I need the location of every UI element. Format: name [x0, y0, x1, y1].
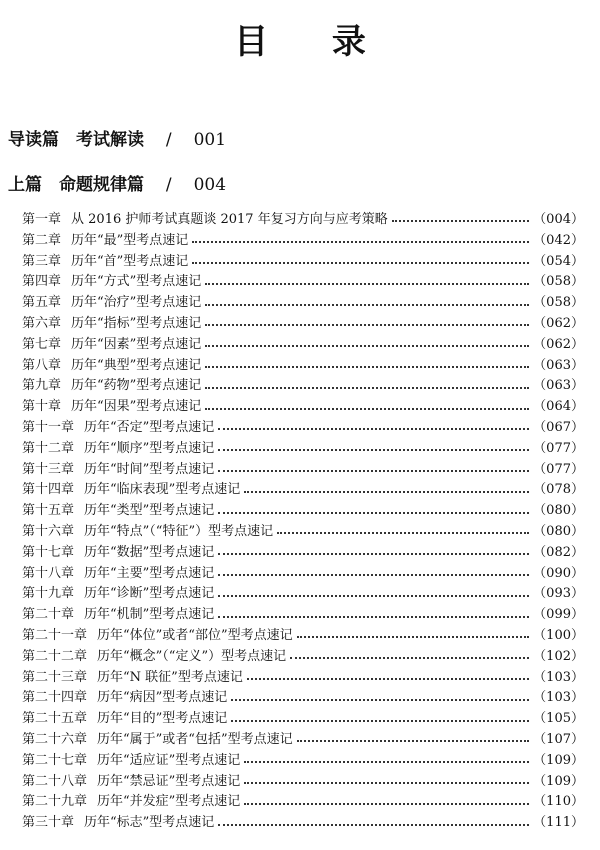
- chapter-number: 第四章: [22, 274, 62, 290]
- page-number: （067）: [533, 419, 584, 435]
- chapter-number: 第九章: [22, 378, 62, 394]
- chapter-title: 历年“机制”型考点速记: [84, 607, 215, 623]
- section-name: 上篇 命题规律篇: [8, 175, 144, 195]
- dot-leader: [205, 408, 529, 410]
- page-number: （077）: [533, 440, 584, 456]
- toc-entry[interactable]: [22, 728, 584, 749]
- section-heading-intro[interactable]: [8, 125, 226, 150]
- page-number: （077）: [533, 461, 584, 477]
- toc-entry[interactable]: [22, 291, 584, 312]
- chapter-title: 历年“N 联征”型考点速记: [97, 669, 243, 685]
- chapter-number: 第十七章: [22, 544, 75, 560]
- section-slash: /: [165, 175, 172, 195]
- section-page: 004: [193, 175, 227, 195]
- toc-entry[interactable]: [22, 582, 584, 603]
- dot-leader: [218, 428, 529, 430]
- page-number: （102）: [533, 648, 584, 664]
- dot-leader: [244, 761, 529, 763]
- toc-entry[interactable]: [22, 790, 584, 811]
- dot-leader: [218, 449, 529, 451]
- toc-entry[interactable]: [22, 707, 584, 728]
- chapter-title: 历年“因素”型考点速记: [71, 336, 202, 352]
- dot-leader: [205, 345, 529, 347]
- page-number: （080）: [533, 523, 584, 539]
- dot-leader: [218, 824, 529, 826]
- toc-entry[interactable]: [22, 645, 584, 666]
- chapter-number: 第二十章: [22, 607, 75, 623]
- chapter-title: 历年“最”型考点速记: [71, 232, 189, 248]
- page-number: （111）: [533, 815, 584, 831]
- chapter-title: 历年“诊断”型考点速记: [84, 586, 215, 602]
- chapter-title: 历年“病因”型考点速记: [97, 690, 228, 706]
- dot-leader: [244, 491, 529, 493]
- toc-entry[interactable]: [22, 520, 584, 541]
- page-number: （062）: [533, 315, 584, 331]
- chapter-number: 第十八章: [22, 565, 75, 581]
- dot-leader: [205, 387, 529, 389]
- chapter-title: 历年“数据”型考点速记: [84, 544, 215, 560]
- dot-leader: [244, 782, 529, 784]
- chapter-number: 第三十章: [22, 815, 75, 831]
- chapter-title: 历年“标志”型考点速记: [84, 815, 215, 831]
- chapter-title: 从 2016 护师考试真题谈 2017 年复习方向与应考策略: [71, 212, 388, 227]
- page-number: （090）: [533, 565, 584, 581]
- toc-entry[interactable]: [22, 624, 584, 645]
- chapter-title: 历年“临床表现”型考点速记: [84, 482, 241, 498]
- toc-entry[interactable]: [22, 312, 584, 333]
- chapter-title: 历年“特点”（“特征”）型考点速记: [84, 523, 274, 539]
- chapter-title: 历年“主要”型考点速记: [84, 565, 215, 581]
- page-number: （103）: [533, 669, 584, 685]
- chapter-number: 第二章: [22, 232, 62, 248]
- chapter-title: 历年“目的”型考点速记: [97, 711, 228, 727]
- page-number: （099）: [533, 607, 584, 623]
- chapter-number: 第十章: [22, 399, 62, 415]
- page-number: （054）: [533, 253, 584, 269]
- chapter-title: 历年“否定”型考点速记: [84, 419, 215, 435]
- chapter-number: 第二十三章: [22, 669, 88, 685]
- chapter-number: 第二十二章: [22, 648, 88, 664]
- chapter-number: 第五章: [22, 295, 62, 311]
- chapter-number: 第六章: [22, 315, 62, 331]
- page-number: （082）: [533, 544, 584, 560]
- chapter-number: 第二十四章: [22, 690, 88, 706]
- chapter-title: 历年“治疗”型考点速记: [71, 295, 202, 311]
- section-page: 001: [193, 130, 227, 150]
- chapter-number: 第七章: [22, 336, 62, 352]
- toc-entry[interactable]: [22, 478, 584, 499]
- chapter-title: 历年“禁忌证”型考点速记: [97, 773, 241, 789]
- toc-entry[interactable]: [22, 749, 584, 770]
- chapter-number: 第十二章: [22, 440, 75, 456]
- dot-leader: [297, 740, 530, 742]
- chapter-number: 第二十七章: [22, 752, 88, 768]
- toc-entry[interactable]: [22, 770, 584, 791]
- dot-leader: [218, 553, 529, 555]
- toc-entry[interactable]: [22, 541, 584, 562]
- toc-entry[interactable]: [22, 562, 584, 583]
- toc-entry[interactable]: [22, 666, 584, 687]
- toc-entry[interactable]: [22, 416, 584, 437]
- chapter-number: 第三章: [22, 253, 62, 269]
- dot-leader: [297, 636, 530, 638]
- chapter-number: 第十三章: [22, 461, 75, 477]
- chapter-title: 历年“典型”型考点速记: [71, 357, 202, 373]
- page-number: （080）: [533, 503, 584, 519]
- dot-leader: [231, 699, 529, 701]
- toc-list: [22, 208, 584, 832]
- chapter-number: 第二十六章: [22, 731, 88, 747]
- chapter-title: 历年“顺序”型考点速记: [84, 440, 215, 456]
- page-number: （103）: [533, 690, 584, 706]
- chapter-number: 第二十一章: [22, 627, 88, 643]
- chapter-title: 历年“药物”型考点速记: [71, 378, 202, 394]
- section-slash: /: [165, 130, 172, 150]
- page-number: （110）: [533, 794, 584, 810]
- toc-entry[interactable]: [22, 250, 584, 271]
- dot-leader: [218, 574, 529, 576]
- chapter-title: 历年“首”型考点速记: [71, 253, 189, 269]
- chapter-number: 第一章: [22, 212, 62, 227]
- dot-leader: [205, 366, 529, 368]
- dot-leader: [247, 678, 529, 680]
- chapter-title: 历年“指标”型考点速记: [71, 315, 202, 331]
- chapter-number: 第十四章: [22, 482, 75, 498]
- dot-leader: [192, 241, 529, 243]
- chapter-title: 历年“方式”型考点速记: [71, 274, 202, 290]
- chapter-title: 历年“适应证”型考点速记: [97, 752, 241, 768]
- toc-entry[interactable]: [22, 229, 584, 250]
- toc-entry[interactable]: [22, 395, 584, 416]
- dot-leader: [205, 304, 529, 306]
- toc-entry[interactable]: [22, 458, 584, 479]
- toc-entry[interactable]: [22, 437, 584, 458]
- page-number: （042）: [533, 232, 584, 248]
- page-number: （063）: [533, 378, 584, 394]
- page-title: 目 录: [234, 22, 392, 62]
- page-number: （004）: [533, 212, 584, 227]
- page-number: （093）: [533, 586, 584, 602]
- page-number: （058）: [533, 274, 584, 290]
- dot-leader: [392, 220, 529, 222]
- chapter-number: 第十一章: [22, 419, 75, 435]
- chapter-title: 历年“概念”（“定义”）型考点速记: [97, 648, 287, 664]
- toc-entry[interactable]: [22, 686, 584, 707]
- dot-leader: [218, 595, 529, 597]
- dot-leader: [244, 803, 529, 805]
- page-number: （064）: [533, 399, 584, 415]
- page-number: （058）: [533, 295, 584, 311]
- toc-entry[interactable]: [22, 354, 584, 375]
- chapter-title: 历年“属于”或者“包括”型考点速记: [97, 731, 293, 747]
- chapter-title: 历年“体位”或者“部位”型考点速记: [97, 627, 293, 643]
- chapter-number: 第十九章: [22, 586, 75, 602]
- page-number: （078）: [533, 482, 584, 498]
- toc-entry[interactable]: [22, 374, 584, 395]
- toc-entry[interactable]: [22, 811, 584, 832]
- section-name: 导读篇 考试解读: [8, 130, 144, 150]
- chapter-number: 第二十五章: [22, 711, 88, 727]
- chapter-title: 历年“类型”型考点速记: [84, 503, 215, 519]
- toc-entry[interactable]: [22, 603, 584, 624]
- chapter-title: 历年“因果”型考点速记: [71, 399, 202, 415]
- chapter-title: 历年“时间”型考点速记: [84, 461, 215, 477]
- dot-leader: [205, 283, 529, 285]
- chapter-number: 第二十九章: [22, 794, 88, 810]
- dot-leader: [218, 470, 529, 472]
- page-number: （062）: [533, 336, 584, 352]
- chapter-number: 第十六章: [22, 523, 75, 539]
- chapter-number: 第二十八章: [22, 773, 88, 789]
- toc-entry[interactable]: [22, 333, 584, 354]
- dot-leader: [231, 720, 529, 722]
- toc-entry[interactable]: [22, 499, 584, 520]
- page-number: （109）: [533, 773, 584, 789]
- chapter-number: 第八章: [22, 357, 62, 373]
- chapter-number: 第十五章: [22, 503, 75, 519]
- page-number: （109）: [533, 752, 584, 768]
- dot-leader: [205, 324, 529, 326]
- chapter-title: 历年“并发症”型考点速记: [97, 794, 241, 810]
- toc-entry[interactable]: [22, 270, 584, 291]
- page-number: （105）: [533, 711, 584, 727]
- page-number: （100）: [533, 627, 584, 643]
- dot-leader: [218, 616, 529, 618]
- page-number: （063）: [533, 357, 584, 373]
- dot-leader: [290, 657, 529, 659]
- toc-entry[interactable]: [22, 208, 584, 229]
- dot-leader: [218, 512, 529, 514]
- section-heading-part1[interactable]: [8, 170, 226, 195]
- dot-leader: [277, 532, 529, 534]
- page-number: （107）: [533, 731, 584, 747]
- dot-leader: [192, 262, 529, 264]
